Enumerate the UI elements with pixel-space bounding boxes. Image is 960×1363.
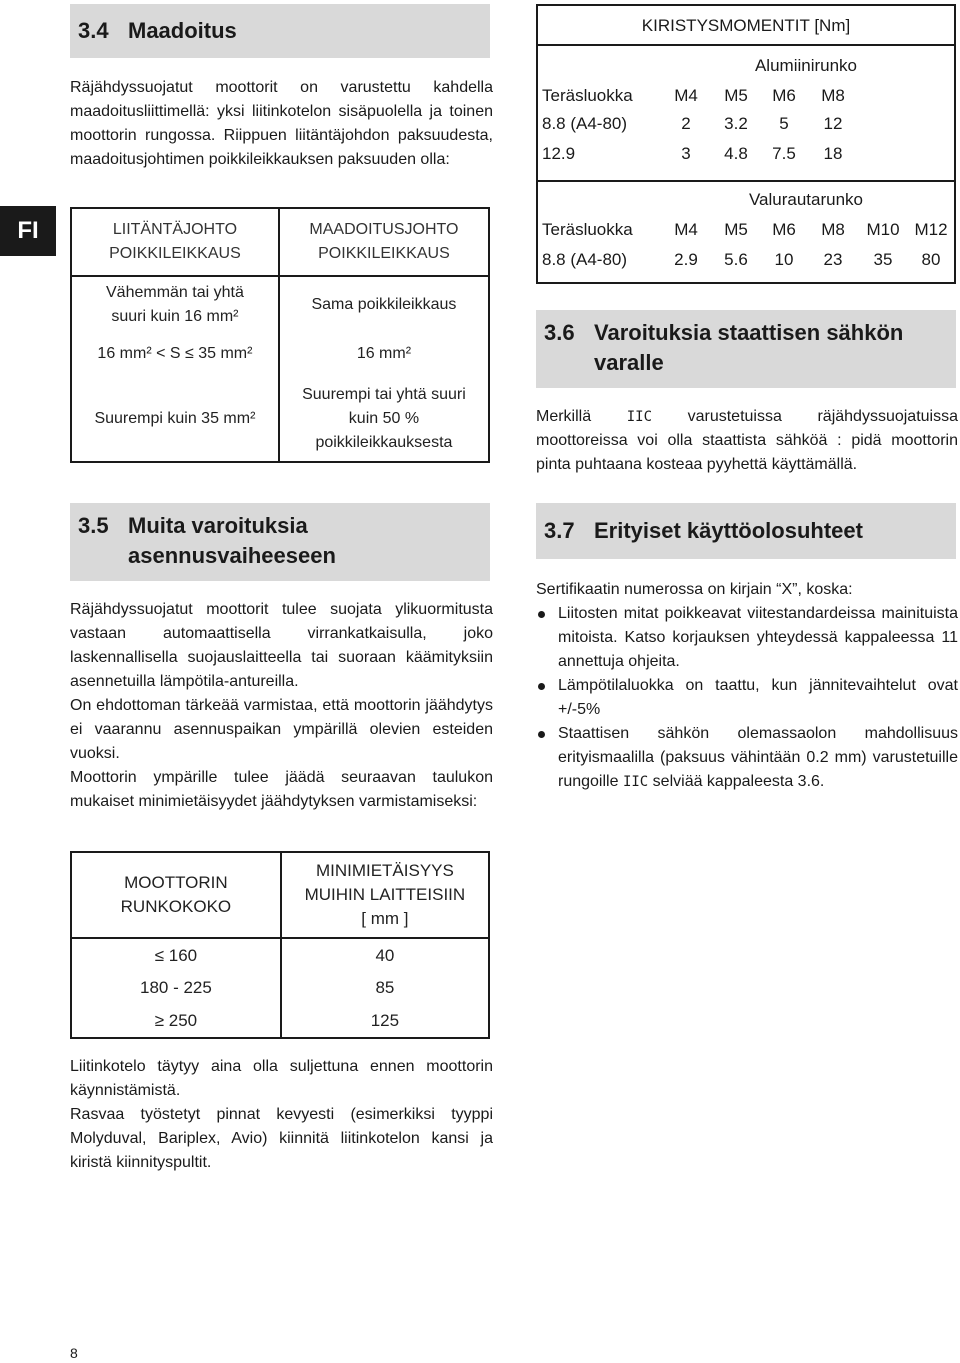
torque-value: 12 xyxy=(823,114,843,133)
divider xyxy=(538,180,954,182)
cast-iron-frame-label: Valurautarunko xyxy=(748,190,864,209)
header-cell xyxy=(279,208,489,276)
list-item-text: Lämpötilaluokka on taattu, kun jännitevaihtelut ovat +/-5% xyxy=(558,677,958,718)
paragraph: On ehdottoman tärkeää varmistaa, että moottorin jäähdytys ei vaarannu asennuspaikan ympärillä olevien esteiden vuoksi. xyxy=(70,697,493,762)
section-3-7-heading xyxy=(536,503,956,559)
section-title-line: Varoituksia staattisen sähkön xyxy=(594,320,904,345)
paragraph: Liitinkotelo täytyy aina olla suljettuna ennen moottorin käynnistämistä. xyxy=(70,1058,493,1099)
table-cell xyxy=(279,332,489,376)
size-label: M12 xyxy=(914,220,948,239)
section-3-5-closing xyxy=(70,1055,493,1175)
iic-mark: IIC xyxy=(626,409,653,425)
header-line: MINIMIETÄISYYS xyxy=(315,861,454,880)
bullet-icon xyxy=(538,731,545,738)
header-line: [ mm ] xyxy=(361,909,409,928)
grounding-table xyxy=(70,207,490,463)
table-cell: ≤ 160 xyxy=(71,938,281,972)
size-label: M6 xyxy=(772,86,796,105)
section-3-5-body xyxy=(70,598,493,814)
section-title: Erityiset käyttöolosuhteet xyxy=(594,518,863,543)
table-cell xyxy=(279,376,489,462)
torque-value: 5 xyxy=(779,114,789,133)
section-number: 3.7 xyxy=(544,518,575,543)
section-3-6-body xyxy=(536,405,958,477)
section-title-line: varalle xyxy=(594,350,664,375)
torque-value: 7.5 xyxy=(772,144,796,163)
section-number: 3.6 xyxy=(544,320,575,345)
torque-value: 23 xyxy=(823,250,843,269)
header-cell xyxy=(281,852,489,938)
cell-line: 16 mm² < S ≤ 35 mm² xyxy=(97,345,253,362)
header-line: POIKKILEIKKAUS xyxy=(109,245,241,262)
steel-class: 8.8 (A4-80) xyxy=(542,250,628,269)
header-cell xyxy=(71,208,279,276)
steel-class-label: Teräsluokka xyxy=(542,86,633,105)
paragraph: Rasvaa työstetyt pinnat kevyesti (esimerkiksi tyyppi Molyduval, Bariplex, Avio) kiinnitä liitinkotelon kansi ja kiristä kiinnityspultit. xyxy=(70,1106,493,1171)
section-3-5-heading xyxy=(70,503,490,581)
page-number: 8 xyxy=(70,1345,78,1361)
torque-value: 2 xyxy=(681,114,691,133)
section-number: 3.4 xyxy=(78,18,109,43)
table-cell xyxy=(71,276,279,332)
torque-value: 18 xyxy=(823,144,843,163)
table-cell: ≥ 250 xyxy=(71,1004,281,1038)
aluminium-frame-label: Alumiinirunko xyxy=(754,56,858,75)
table-cell: 40 xyxy=(281,938,489,972)
size-label: M4 xyxy=(674,220,698,239)
steel-class: 8.8 (A4-80) xyxy=(542,114,628,133)
header-cell xyxy=(71,852,281,938)
torque-title: KIRISTYSMOMENTIT [Nm] xyxy=(538,6,954,46)
cell-line: Suurempi tai yhtä suuri xyxy=(302,385,466,403)
list-item xyxy=(536,722,958,794)
torque-table xyxy=(536,4,956,284)
cell-line: suuri kuin 16 mm² xyxy=(111,307,239,325)
paragraph: Sertifikaatin numerossa on kirjain “X”, koska: xyxy=(536,581,853,598)
steel-class-label: Teräsluokka xyxy=(542,220,633,239)
section-3-4-heading xyxy=(70,4,490,58)
header-line: MOOTTORIN xyxy=(124,873,228,892)
table-cell xyxy=(279,276,489,332)
bullet-icon xyxy=(538,683,545,690)
size-label: M6 xyxy=(772,220,796,239)
cell-line: Suurempi kuin 35 mm² xyxy=(94,409,256,427)
bullet-icon xyxy=(538,611,545,618)
cell-line: kuin 50 % xyxy=(348,409,420,427)
section-title-line: Muita varoituksia xyxy=(128,513,308,538)
torque-value: 10 xyxy=(774,250,794,269)
torque-value: 3.2 xyxy=(724,114,748,133)
table-cell xyxy=(71,376,279,462)
table-cell xyxy=(71,332,279,376)
list-item-text: Staattisen sähkön olemassaolon mahdollisuus erityismaalilla (paksuus vähintään 0.2 mm) varustetuille rungoille xyxy=(558,725,958,790)
cell-line: poikkileikkauksesta xyxy=(315,433,453,451)
list-item-text: selviää kappaleesta 3.6. xyxy=(648,773,825,790)
list-item-text: Liitosten mitat poikkeavat viitestandardeissa mainituista mitoista. Katso korjauksen yhteydessä kappaleessa 11 annettuja ohjeita. xyxy=(558,605,958,670)
table-cell: 85 xyxy=(281,972,489,1004)
torque-value: 80 xyxy=(921,250,941,269)
header-line: LIITÄNTÄJOHTO xyxy=(112,221,238,238)
text: varustetuissa räjähdyssuojatuissa moottoreissa voi olla staattista sähköä : pidä moottorin pinta puhtaana kosteaa pyyhettä käyttämällä. xyxy=(536,408,958,473)
section-title-line: asennusvaiheeseen xyxy=(128,543,336,568)
minimum-distance-table xyxy=(70,851,490,1039)
size-label: M8 xyxy=(821,220,845,239)
conditions-list xyxy=(536,602,958,794)
cell-line: Sama poikkileikkaus xyxy=(311,295,457,313)
steel-class: 12.9 xyxy=(542,144,576,163)
header-line: RUNKOKOKO xyxy=(120,897,232,916)
size-label: M5 xyxy=(724,86,748,105)
header-line: POIKKILEIKKAUS xyxy=(318,245,450,262)
section-title: Maadoitus xyxy=(128,18,237,43)
section-number: 3.5 xyxy=(78,513,109,538)
torque-value: 35 xyxy=(873,250,893,269)
size-label: M8 xyxy=(821,86,845,105)
cell-line: Vähemmän tai yhtä xyxy=(106,283,244,301)
torque-value: 4.8 xyxy=(724,144,748,163)
list-item xyxy=(536,602,958,674)
section-3-4-intro xyxy=(70,76,493,172)
table-cell: 180 - 225 xyxy=(71,972,281,1004)
list-item xyxy=(536,674,958,722)
section-3-7-intro xyxy=(536,578,958,602)
table-cell: 125 xyxy=(281,1004,489,1038)
torque-value: 3 xyxy=(681,144,691,163)
size-label: M4 xyxy=(674,86,698,105)
header-line: MUIHIN LAITTEISIIN xyxy=(304,885,466,904)
cell-line: 16 mm² xyxy=(356,345,412,362)
iic-mark: IIC xyxy=(622,774,649,790)
intro-text: Räjähdyssuojatut moottorit on varustettu kahdella maadoitusliittimellä: yksi liitinkotelon sisäpuolella ja toinen moottorin rungossa. Riippuen liitäntäjohdon paksuudesta, maadoitusjohtimen poikkileikkauksen paksuuden olla: xyxy=(70,79,493,168)
text: Merkillä xyxy=(536,408,627,425)
paragraph: Räjähdyssuojatut moottorit tulee suojata ylikuormitusta vastaan automaattisella virrankatkaisulla, joko laskennallisella suojauslaitteella tai suoraan käämityksiin asennetuilla lämpötila-antureilla. xyxy=(70,601,493,690)
size-label: M5 xyxy=(724,220,748,239)
header-line: MAADOITUSJOHTO xyxy=(309,221,459,238)
paragraph: Moottorin ympärille tulee jäädä seuraavan taulukon mukaiset minimietäisyydet jäähdytyksen varmistamiseksi: xyxy=(70,769,493,810)
section-3-6-heading xyxy=(536,310,956,388)
language-tab: FI xyxy=(0,206,56,256)
torque-value: 5.6 xyxy=(724,250,748,269)
torque-value: 2.9 xyxy=(674,250,698,269)
paragraph xyxy=(536,405,958,477)
size-label: M10 xyxy=(866,220,900,239)
